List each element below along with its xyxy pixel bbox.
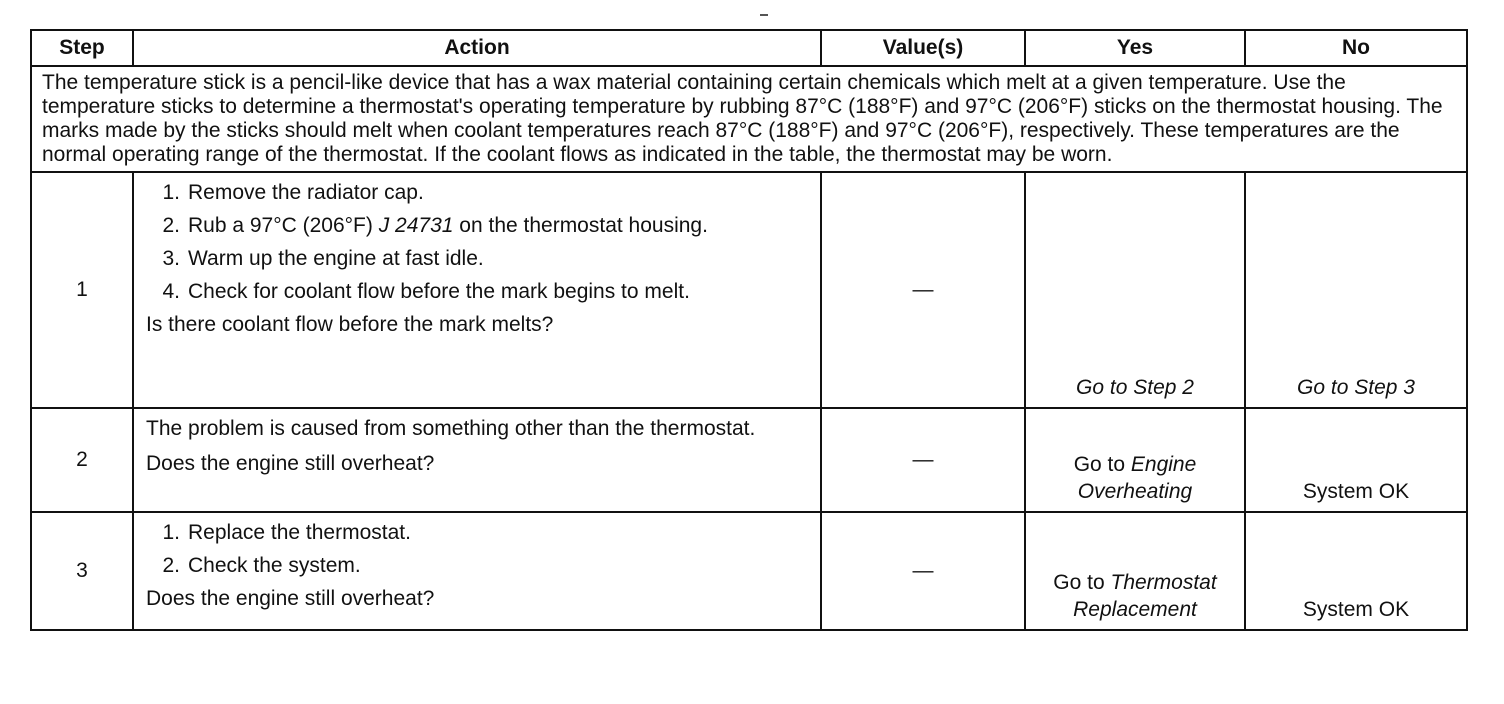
list-item <box>146 521 810 544</box>
no-cell: System OK <box>1245 512 1467 630</box>
no-cell <box>1245 172 1467 408</box>
action-list <box>146 181 810 303</box>
item-number: 1. <box>162 181 180 204</box>
header-action: Action <box>133 30 821 66</box>
header-row <box>31 30 1467 66</box>
item-text-part: on the thermostat housing. <box>453 214 708 237</box>
paragraph: The problem is caused from something other than the thermostat. <box>146 417 756 440</box>
no-cell: System OK <box>1245 408 1467 512</box>
question: Does the engine still overheat? <box>146 452 435 475</box>
diagnostic-table <box>30 29 1468 631</box>
value-cell: — <box>821 512 1025 630</box>
value-cell: — <box>821 408 1025 512</box>
item-text: Remove the radiator cap. <box>188 181 424 204</box>
list-item <box>146 214 810 237</box>
scan-mark <box>760 14 768 16</box>
yes-cell <box>1025 512 1245 630</box>
list-item <box>146 554 810 577</box>
yes-link[interactable]: Engine <box>1130 453 1197 476</box>
intro-text: The temperature stick is a pencil-like device that has a wax material containing certain chemicals which melt at a given temperature. Use the temperature sticks to determine a thermostat's operating temperature by rubbing 87°C (188°F) and 97°C (206°F) sticks on the thermostat housing. The marks made by the sticks should melt when coolant temperatures reach 87°C (188°F) and 97°C (206°F), respectively. These temperatures are the normal operating range of the thermostat. If the coolant flows as indicated in the table, the thermostat may be worn. <box>31 66 1467 172</box>
tool-number: J 24731 <box>378 214 454 237</box>
yes-link[interactable]: Go to Step 2 <box>1076 376 1194 399</box>
yes-link[interactable]: Thermostat <box>1110 571 1217 594</box>
item-text: Replace the thermostat. <box>188 521 411 544</box>
item-text: Check for coolant flow before the mark begins to melt. <box>188 280 690 303</box>
step-number: 2 <box>31 408 133 512</box>
action-list <box>146 521 810 577</box>
item-number: 2. <box>162 214 180 237</box>
yes-prefix: Go to <box>1053 571 1111 594</box>
action-cell <box>133 172 821 408</box>
item-text <box>188 214 728 237</box>
item-text: Check the system. <box>188 554 361 577</box>
table-row <box>31 408 1467 512</box>
question: Is there coolant flow before the mark melts? <box>146 313 554 336</box>
yes-prefix: Go to <box>1073 453 1131 476</box>
step-number: 3 <box>31 512 133 630</box>
list-item <box>146 280 810 303</box>
item-number: 2. <box>162 554 180 577</box>
value-cell: — <box>821 172 1025 408</box>
list-item <box>146 247 810 270</box>
item-number: 4. <box>162 280 180 303</box>
item-text: Warm up the engine at fast idle. <box>188 247 484 270</box>
header-yes: Yes <box>1025 30 1245 66</box>
question: Does the engine still overheat? <box>146 587 435 610</box>
yes-link[interactable]: Overheating <box>1077 480 1193 503</box>
list-item <box>146 181 810 204</box>
yes-cell <box>1025 408 1245 512</box>
yes-cell <box>1025 172 1245 408</box>
item-text-part: Rub a 97°C (206°F) <box>188 214 379 237</box>
intro-row <box>31 66 1467 172</box>
item-number: 3. <box>162 247 180 270</box>
table-row <box>31 512 1467 630</box>
yes-link[interactable]: Replacement <box>1073 598 1197 621</box>
header-values: Value(s) <box>821 30 1025 66</box>
header-no: No <box>1245 30 1467 66</box>
step-number: 1 <box>31 172 133 408</box>
action-cell <box>133 512 821 630</box>
no-link[interactable]: Go to Step 3 <box>1297 376 1415 399</box>
table-row <box>31 172 1467 408</box>
item-number: 1. <box>162 521 180 544</box>
header-step: Step <box>31 30 133 66</box>
action-cell <box>133 408 821 512</box>
